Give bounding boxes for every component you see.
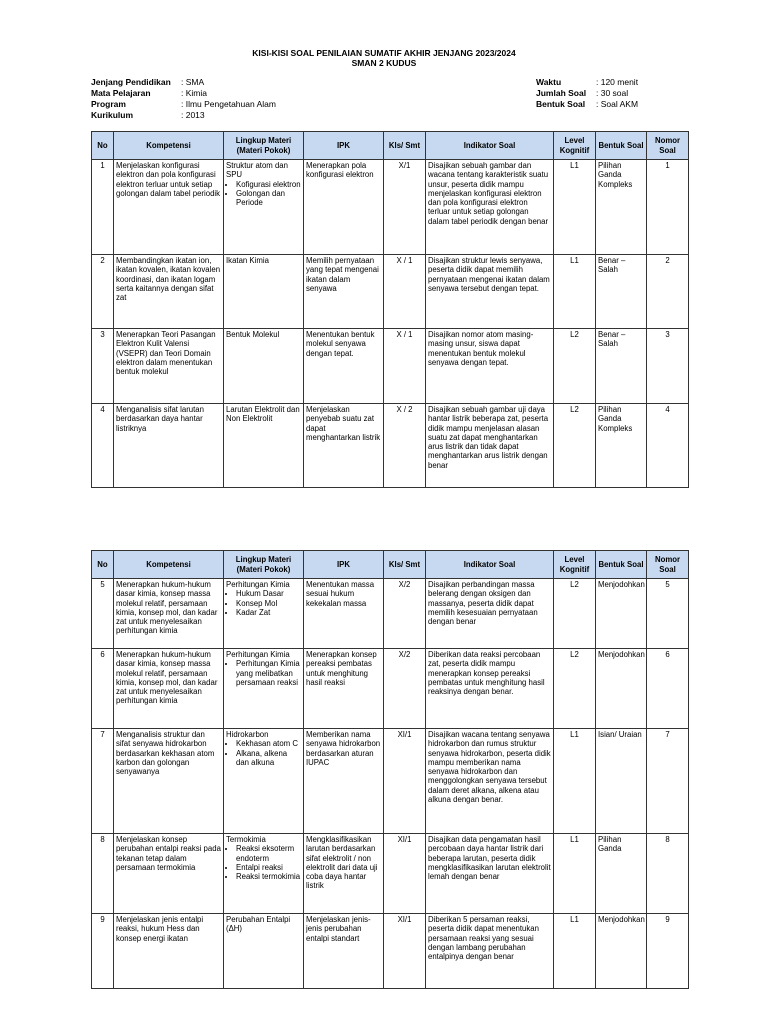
cell-nomor-soal: 3 [647,329,689,404]
cell-bentuk-soal: Pilihan Ganda Kompleks [596,404,647,488]
table-row [92,649,689,729]
lingkup-list-item: • Reaksi eksoterm endoterm [236,844,301,863]
lingkup-list-item: • Hukum Dasar [236,589,301,598]
lingkup-list [226,659,301,687]
cell-nomor-soal: 9 [647,914,689,989]
school-name: SMAN 2 KUDUS [351,58,417,68]
meta-label: Jenjang Pendidikan [91,77,171,87]
cell-indikator-soal: Disajikan struktur lewis senyawa, peserta didik dapat memilih pernyataan mengenai ikatan dalam senyawa tersebut dengan tepat. [426,255,554,329]
lingkup-title: Hidrokarbon [226,730,269,739]
cell-nomor-soal: 4 [647,404,689,488]
cell-ipk: Menjelaskan jenis-jenis perubahan entalpi standart [304,914,384,989]
cell-level-kognitif: L2 [554,404,596,488]
cell-indikator-soal: Disajikan sebuah gambar dan wacana tentang karakteristik suatu unsur, peserta didik mampu menjelaskan konfigurasi elektron dan pola konfigurasi elektron terluar untuk setiap golongan dalam tabel periodik dengan benar [426,160,554,255]
meta-label: Mata Pelajaran [91,88,151,98]
lingkup-list-item: • Golongan dan Periode [236,189,301,208]
table-row [92,404,689,488]
header-indikator-soal: Indikator Soal [426,132,554,160]
cell-ipk: Menjelaskan penyebab suatu zat dapat menghantarkan listrik [304,404,384,488]
cell-kls-smt: XI/1 [384,914,426,989]
cell-kls-smt: X / 1 [384,255,426,329]
header-indikator-soal: Indikator Soal [426,551,554,579]
meta-left [91,77,381,121]
meta-value: : Kimia [181,88,207,98]
cell-indikator-soal: Disajikan sebuah gambar uji daya hantar listrik beberapa zat, peserta didik mampu menjelasan alasan suatu zat dapat menghantarkan arus listrik dan tidak dapat menghantarkan arus listrik dengan benar [426,404,554,488]
cell-no: 3 [92,329,114,404]
table-row [92,329,689,404]
cell-level-kognitif: L2 [554,579,596,649]
cell-indikator-soal: Disajikan perbandingan massa belerang dengan oksigen dan massanya, peserta didik dapat memilih kesesuaian pernyataan dengan benar [426,579,554,649]
lingkup-title: Perhitungan Kimia [226,650,290,659]
header-nomor-soal: Nomor Soal [647,551,689,579]
header-kompetensi: Kompetensi [114,132,224,160]
cell-indikator-soal: Diberikan data reaksi percobaan zat, peserta didik mampu menerapkan konsep pereaksi pembatas untuk menghitung hasil reaksinya dengan benar. [426,649,554,729]
cell-bentuk-soal: Menjodohkan [596,914,647,989]
cell-no: 8 [92,834,114,914]
table-row [92,579,689,649]
cell-kompetensi: Menerapkan Teori Pasangan Elektron Kulit Valensi (VSEPR) dan Teori Domain elektron dalam menentukan bentuk molekul [114,329,224,404]
cell-kls-smt: X / 2 [384,404,426,488]
meta-value: : Ilmu Pengetahuan Alam [181,99,276,109]
header-nomor-soal: Nomor Soal [647,132,689,160]
cell-kls-smt: X / 1 [384,329,426,404]
cell-ipk: Menerapkan pola konfigurasi elektron [304,160,384,255]
lingkup-list-item: • Entalpi reaksi [236,863,301,872]
document-title: KISI-KISI SOAL PENILAIAN SUMATIF AKHIR JENJANG 2023/2024 [252,48,516,58]
cell-kls-smt: X/1 [384,160,426,255]
cell-level-kognitif: L1 [554,914,596,989]
header-lingkup-materi: Lingkup Materi (Materi Pokok) [224,132,304,160]
meta-row [91,110,381,121]
cell-bentuk-soal: Pilihan Ganda [596,834,647,914]
meta-value: : SMA [181,77,205,87]
kisi-kisi-table-1 [91,131,689,488]
table-row [92,834,689,914]
lingkup-title: Larutan Elektrolit dan Non Elektrolit [226,405,300,424]
cell-level-kognitif: L1 [554,834,596,914]
lingkup-list-item: • Kofigurasi elektron [236,180,301,189]
cell-bentuk-soal: Benar – Salah [596,329,647,404]
meta-value: : 30 soal [596,88,629,98]
meta-label: Bentuk Soal [536,99,586,109]
header-no: No [92,132,114,160]
cell-bentuk-soal: Menjodohkan [596,579,647,649]
cell-kompetensi: Menerapkan hukum-hukum dasar kimia, konsep massa molekul relatif, persamaan kimia, konsep mol, dan kadar zat untuk menyelesaikan perhitungan kimia [114,579,224,649]
cell-nomor-soal: 8 [647,834,689,914]
header-ipk: IPK [304,132,384,160]
cell-lingkup-materi [224,579,304,649]
cell-lingkup-materi [224,255,304,329]
meta-label: Kurikulum [91,110,134,120]
meta-row [536,77,666,88]
table-row [92,729,689,834]
cell-ipk: Mengklasifikasikan larutan berdasarkan sifat elektrolit / non elektrolit dari data uji coba daya hantar listrik [304,834,384,914]
cell-lingkup-materi [224,729,304,834]
cell-kls-smt: X/2 [384,649,426,729]
lingkup-list [226,739,301,767]
cell-kls-smt: X/2 [384,579,426,649]
meta-value: : Soal AKM [596,99,639,109]
cell-no: 7 [92,729,114,834]
kisi-kisi-table-2 [91,550,689,989]
table-header-row [92,132,689,160]
cell-level-kognitif: L1 [554,255,596,329]
header-level-kognitif: Level Kognitif [554,551,596,579]
cell-level-kognitif: L2 [554,329,596,404]
cell-bentuk-soal: Menjodohkan [596,649,647,729]
cell-kompetensi: Menjelaskan konfigurasi elektron dan pola konfigurasi elektron terluar untuk setiap golongan dalam tabel periodik [114,160,224,255]
cell-kls-smt: XI/1 [384,834,426,914]
lingkup-list [226,589,301,617]
header-kls-smt: Kls/ Smt [384,132,426,160]
meta-label: Waktu [536,77,562,87]
lingkup-title: Perhitungan Kimia [226,580,290,589]
cell-kompetensi: Menerapkan hukum-hukum dasar kimia, konsep massa molekul relatif, persamaan kimia, konsep mol, dan kadar zat untuk menyelesaikan perhitungan kimia [114,649,224,729]
meta-row [91,99,381,110]
header-kompetensi: Kompetensi [114,551,224,579]
meta-label: Program [91,99,126,109]
table-row [92,255,689,329]
header-bentuk-soal: Bentuk Soal [596,551,647,579]
cell-kompetensi: Menjelaskan konsep perubahan entalpi reaksi pada tekanan tetap dalam persamaan termokimia [114,834,224,914]
cell-lingkup-materi [224,404,304,488]
cell-ipk: Menentukan massa sesuai hukum kekekalan massa [304,579,384,649]
cell-nomor-soal: 1 [647,160,689,255]
meta-row [91,88,381,99]
lingkup-title: Perubahan Entalpi (ΔH) [226,915,291,934]
cell-lingkup-materi [224,649,304,729]
cell-kompetensi: Menganalisis struktur dan sifat senyawa hidrokarbon berdasarkan kekhasan atom karbon dan golongan senyawanya [114,729,224,834]
cell-lingkup-materi [224,914,304,989]
lingkup-list-item: • Konsep Mol [236,599,301,608]
cell-ipk: Memberikan nama senyawa hidrokarbon berdasarkan aturan IUPAC [304,729,384,834]
cell-bentuk-soal: Pilihan Ganda Kompleks [596,160,647,255]
cell-kompetensi: Menganalisis sifat larutan berdasarkan daya hantar listriknya [114,404,224,488]
cell-bentuk-soal: Benar – Salah [596,255,647,329]
lingkup-title: Bentuk Molekul [226,330,280,339]
cell-no: 6 [92,649,114,729]
meta-value: : 2013 [181,110,205,120]
header-bentuk-soal: Bentuk Soal [596,132,647,160]
meta-label: Jumlah Soal [536,88,587,98]
table-row [92,160,689,255]
header-lingkup-materi: Lingkup Materi (Materi Pokok) [224,551,304,579]
cell-bentuk-soal: Isian/ Uraian [596,729,647,834]
cell-no: 5 [92,579,114,649]
cell-indikator-soal: Disajikan nomor atom masing-masing unsur, siswa dapat menentukan bentuk molekul senyawa dengan tepat. [426,329,554,404]
cell-kls-smt: XI/1 [384,729,426,834]
lingkup-list-item: • Reaksi termokimia [236,872,301,881]
cell-nomor-soal: 6 [647,649,689,729]
cell-no: 2 [92,255,114,329]
table-header-row [92,551,689,579]
meta-row [536,88,666,99]
meta-row [536,99,666,110]
header-kls-smt: Kls/ Smt [384,551,426,579]
cell-lingkup-materi [224,834,304,914]
header-ipk: IPK [304,551,384,579]
cell-nomor-soal: 7 [647,729,689,834]
table-row [92,914,689,989]
cell-lingkup-materi [224,160,304,255]
cell-no: 1 [92,160,114,255]
cell-indikator-soal: Disajikan wacana tentang senyawa hidrokarbon dan rumus struktur senyawa hidrokarbon, peserta didik mampu memberikan nama senyawa hidrokarbon dan menggolongkan senyawa tersebut dalam deret alkana, alkena atau alkuna dengan benar. [426,729,554,834]
cell-level-kognitif: L1 [554,160,596,255]
lingkup-list-item: • Perhitungan Kimia yang melibatkan persamaan reaksi [236,659,301,687]
lingkup-title: Ikatan Kimia [226,256,269,265]
cell-no: 4 [92,404,114,488]
cell-no: 9 [92,914,114,989]
lingkup-list-item: • Alkana, alkena dan alkuna [236,749,301,768]
lingkup-list-item: • Kekhasan atom C [236,739,301,748]
cell-ipk: Menerapkan konsep pereaksi pembatas untuk menghitung hasil reaksi [304,649,384,729]
cell-lingkup-materi [224,329,304,404]
cell-ipk: Menentukan bentuk molekul senyawa dengan tepat. [304,329,384,404]
header-no: No [92,551,114,579]
lingkup-list-item: • Kadar Zat [236,608,301,617]
cell-nomor-soal: 5 [647,579,689,649]
cell-kompetensi: Membandingkan ikatan ion, ikatan kovalen, ikatan kovalen koordinasi, dan ikatan logam serta kaitannya dengan sifat zat [114,255,224,329]
header-level-kognitif: Level Kognitif [554,132,596,160]
cell-nomor-soal: 2 [647,255,689,329]
lingkup-list [226,180,301,208]
cell-ipk: Memilih pernyataan yang tepat mengenai ikatan dalam senyawa [304,255,384,329]
lingkup-list [226,844,301,881]
cell-indikator-soal: Disajikan data pengamatan hasil percobaan daya hantar listrik dari beberapa larutan, peserta didik mengklasifikasikan larutan elektrolit lemah dengan benar [426,834,554,914]
lingkup-title: Struktur atom dan SPU [226,161,288,180]
cell-level-kognitif: L2 [554,649,596,729]
meta-right [536,77,666,110]
meta-row [91,77,381,88]
cell-kompetensi: Menjelaskan jenis entalpi reaksi, hukum Hess dan konsep energi ikatan [114,914,224,989]
meta-value: : 120 menit [596,77,639,87]
lingkup-title: Termokimia [226,835,266,844]
cell-indikator-soal: Diberikan 5 persaman reaksi, peserta didik dapat menentukan persamaan reaksi yang sesuai dengan lambang perubahan entalpinya dengan benar [426,914,554,989]
cell-level-kognitif: L1 [554,729,596,834]
